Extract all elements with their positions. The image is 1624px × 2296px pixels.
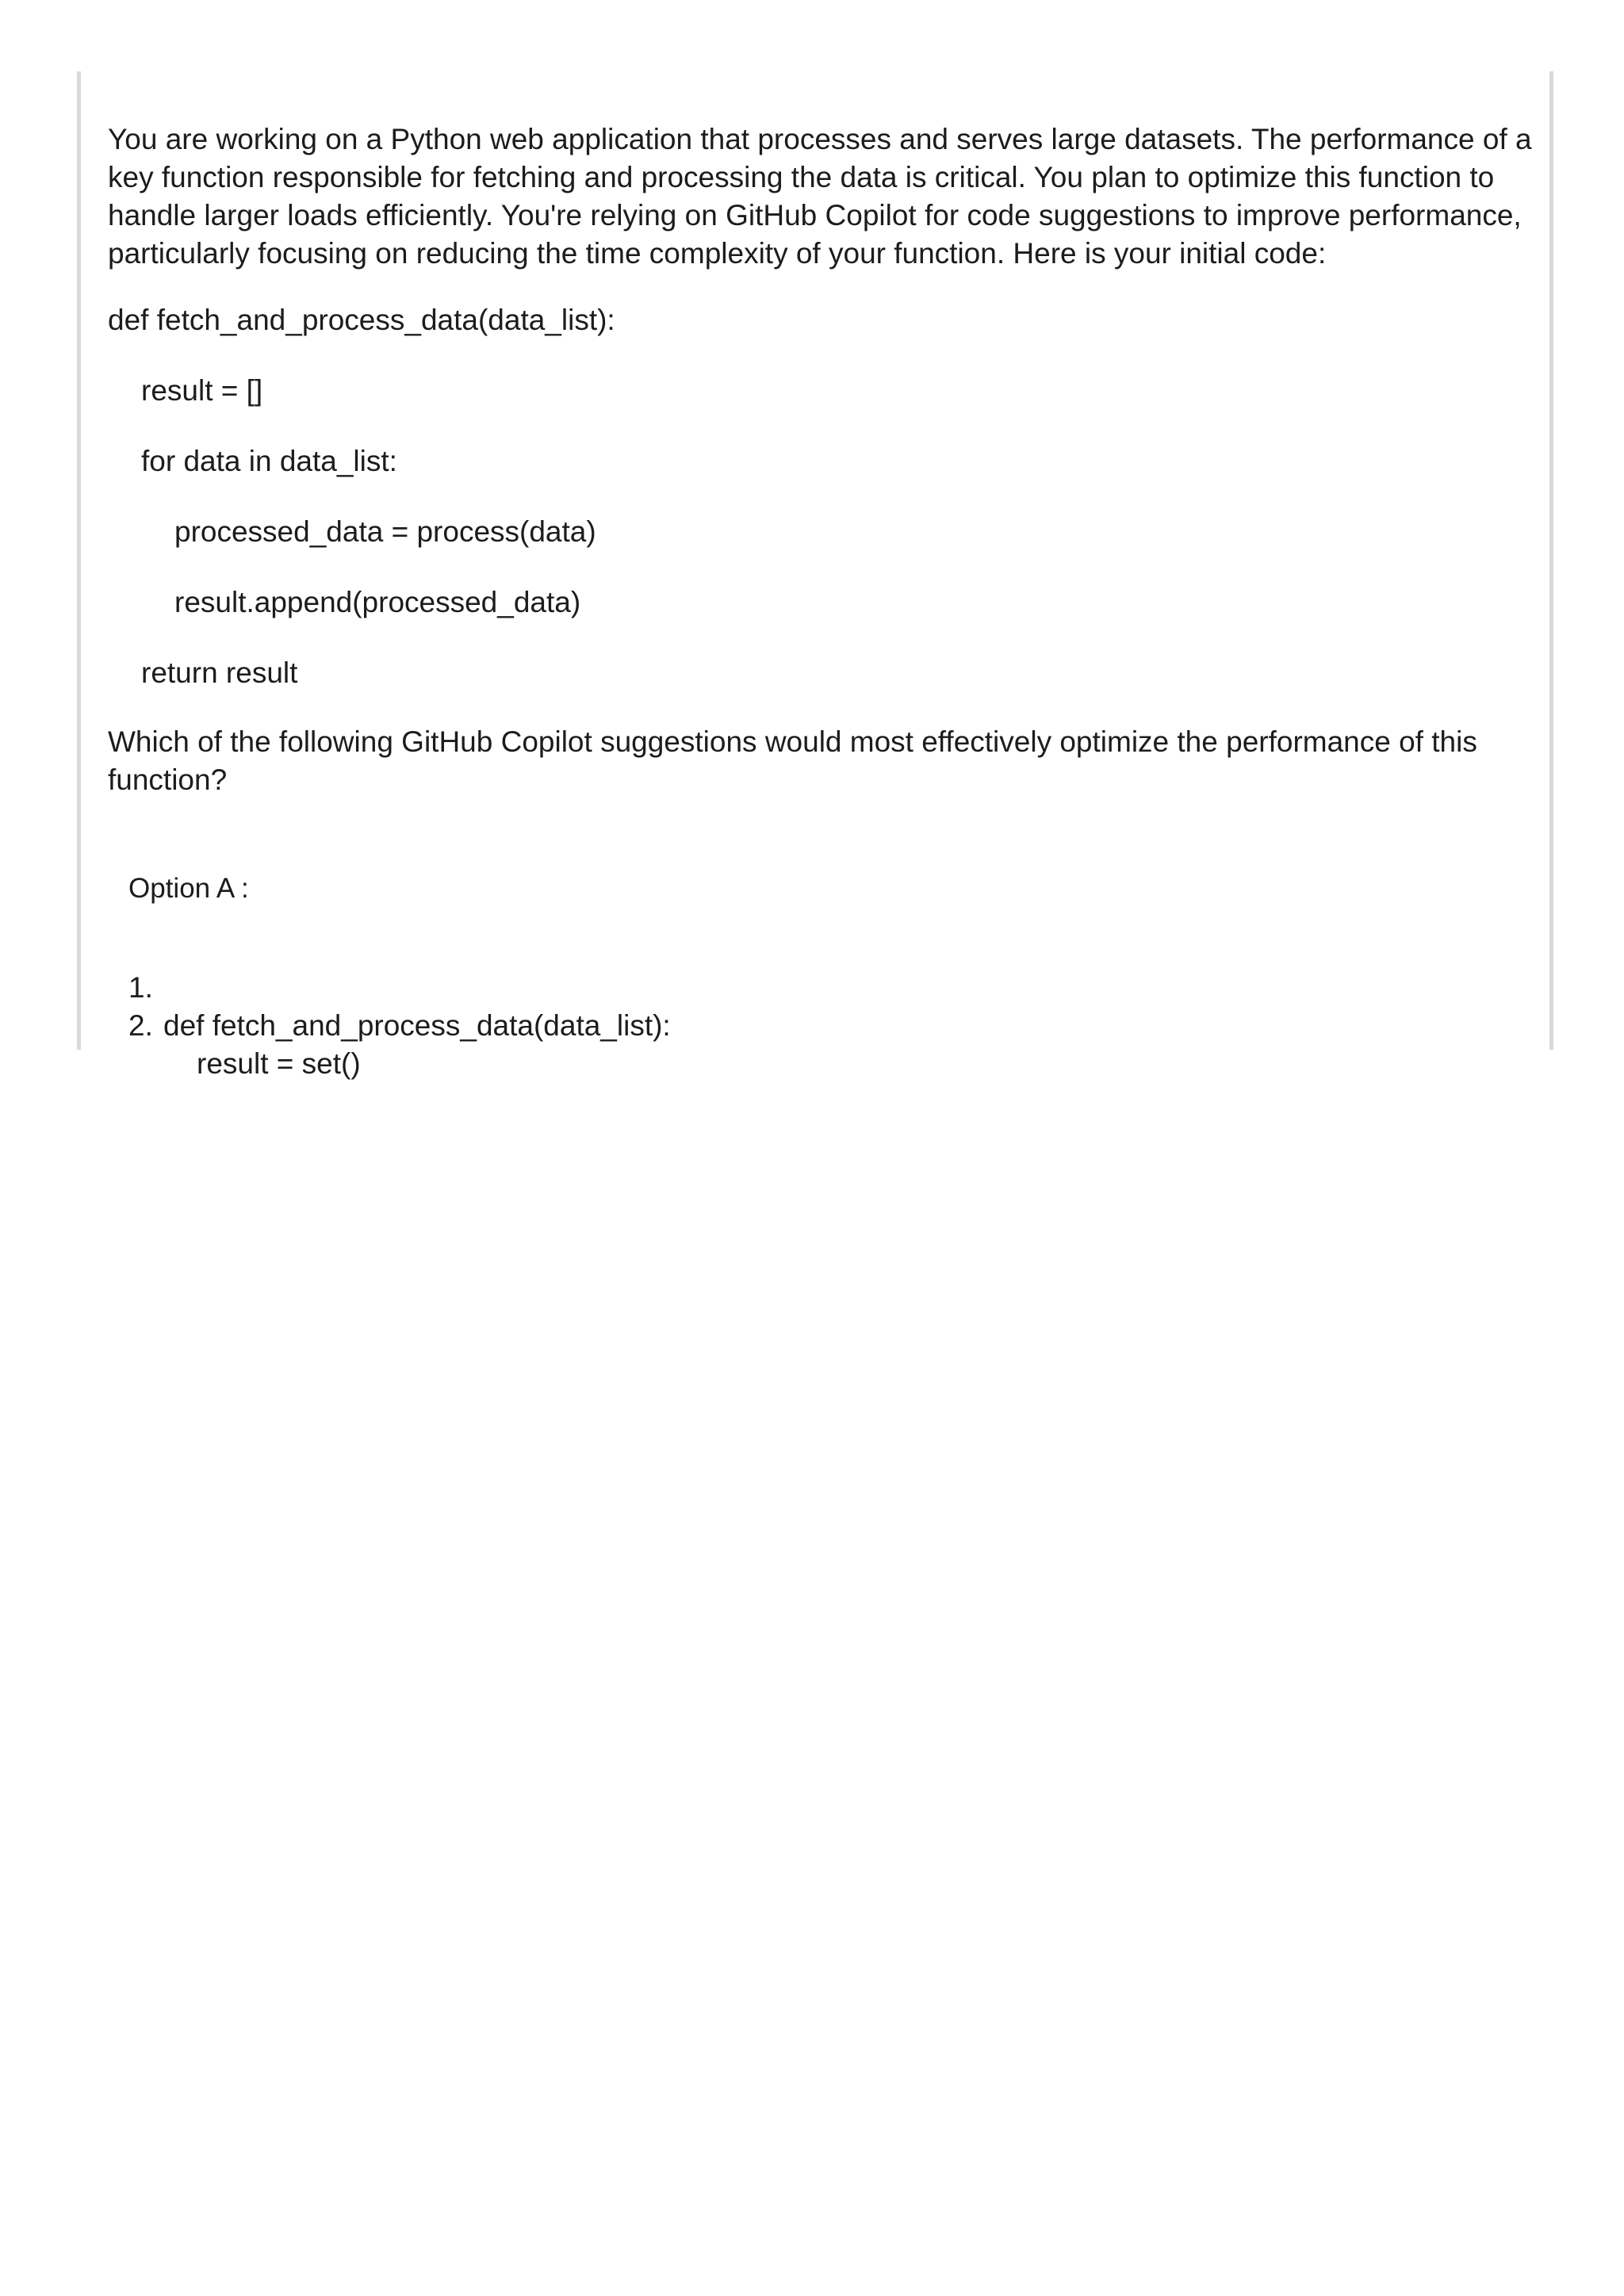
question-card: [77, 71, 1553, 1080]
option-a-line-2-text: result = set(): [197, 1047, 361, 1080]
option-a-line-1-text: def fetch_and_process_data(data_list):: [163, 1009, 671, 1042]
option-a-line-1: [81, 931, 1508, 1042]
code-line-6: return result: [141, 656, 298, 689]
option-a-label: Option A :: [128, 873, 249, 904]
code-line-1: def fetch_and_process_data(data_list):: [108, 304, 615, 336]
question-prompt: Which of the following GitHub Copilot suggestions would most effectively optimize the performance of this function?: [108, 725, 1477, 796]
code-line-2: result = []: [141, 374, 263, 407]
option-a-line-2-number: 2.: [128, 1009, 153, 1042]
code-line-3: for data in data_list:: [141, 445, 397, 477]
code-line-4: processed_data = process(data): [174, 515, 596, 548]
option-a-line-1-number: 1.: [128, 971, 153, 1004]
question-intro: You are working on a Python web application that processes and serves large datasets. The performance of a key function responsible for fetching and processing the data is critical. You plan to optimize this function to handle larger loads efficiently. You're relying on GitHub Copilot for code suggestions to improve performance, particularly focusing on reducing the time complexity of your function. Here is your initial code:: [108, 123, 1532, 270]
code-line-5: result.append(processed_data): [174, 586, 581, 618]
